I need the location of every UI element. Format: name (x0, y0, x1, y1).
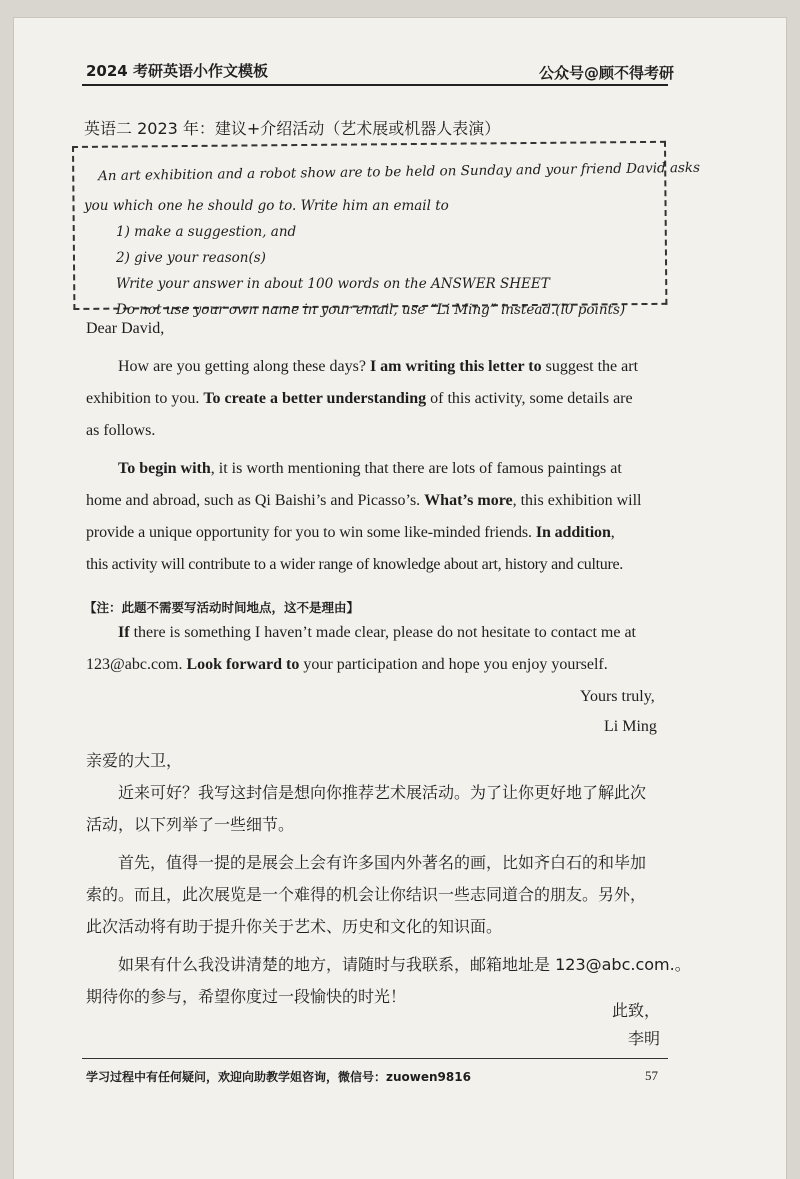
translation-signature: 李明 (628, 1029, 661, 1048)
footer-note: 学习过程中有任何疑问，欢迎向助教学姐咨询，微信号：zuowen9816 (86, 1070, 471, 1084)
letter-line: If there is something I haven’t made clear, please do not hesitate to contact me at (118, 624, 636, 641)
letter-line: as follows. (86, 422, 156, 439)
translation-line: 如果有什么我没讲清楚的地方，请随时与我联系，邮箱地址是 123@abc.com.。 (118, 955, 691, 974)
prompt-line: Do not use your own name in your email, use “Li Ming” instead.(l0 points) (116, 302, 626, 318)
prompt-line: 1) make a suggestion, and (116, 224, 297, 240)
annotation-note: 【注：此题不需要写活动时间地点，这不是理由】 (84, 600, 360, 615)
book-page (14, 18, 786, 1179)
letter-closing: Yours truly, (580, 688, 655, 705)
letter-line: How are you getting along these days? I am writing this letter to suggest the art (118, 358, 639, 375)
header-account: 公众号@顾不得考研 (538, 64, 674, 82)
letter-signature: Li Ming (604, 718, 657, 735)
header-rule (82, 84, 668, 86)
task-title: 英语二 2023 年：建议+介绍活动（艺术展或机器人表演） (84, 119, 501, 138)
letter-greeting: Dear David, (86, 320, 165, 337)
prompt-line: 2) give your reason(s) (116, 250, 266, 266)
page-number: 57 (645, 1068, 658, 1083)
letter-line: this activity will contribute to a wider range of knowledge about art, history and culture. (86, 556, 623, 573)
translation-line: 此次活动将有助于提升你关于艺术、历史和文化的知识面。 (86, 917, 503, 936)
translation-line: 活动，以下列举了一些细节。 (86, 815, 295, 834)
prompt-line: you which one he should go to. Write him an email to (84, 198, 449, 214)
prompt-line: Write your answer in about 100 words on the ANSWER SHEET (116, 276, 550, 292)
letter-line: 123@abc.com. Look forward to your participation and hope you enjoy yourself. (86, 656, 608, 673)
translation-line: 近来可好？我写这封信是想向你推荐艺术展活动。为了让你更好地了解此次 (118, 783, 647, 802)
letter-line: provide a unique opportunity for you to win some like-minded friends. In addition, (86, 524, 615, 541)
translation-line: 期待你的参与，希望你度过一段愉快的时光！ (86, 987, 407, 1006)
translation-greeting: 亲爱的大卫， (86, 751, 183, 770)
translation-line: 首先，值得一提的是展会上会有许多国内外著名的画，比如齐白石的和毕加 (118, 853, 647, 872)
footer-rule (82, 1058, 668, 1059)
letter-line: home and abroad, such as Qi Baishi’s and Picasso’s. What’s more, this exhibition will (86, 492, 642, 509)
letter-line: exhibition to you. To create a better understanding of this activity, some details are (86, 390, 633, 407)
translation-closing: 此致， (612, 1001, 661, 1020)
letter-line: To begin with, it is worth mentioning that there are lots of famous paintings at (118, 460, 622, 477)
header-title: 2024 考研英语小作文模板 (86, 62, 268, 80)
prompt-line: An art exhibition and a robot show are to be held on Sunday and your friend David asks (97, 159, 701, 185)
translation-line: 索的。而且，此次展览是一个难得的机会让你结识一些志同道合的朋友。另外， (86, 885, 647, 904)
